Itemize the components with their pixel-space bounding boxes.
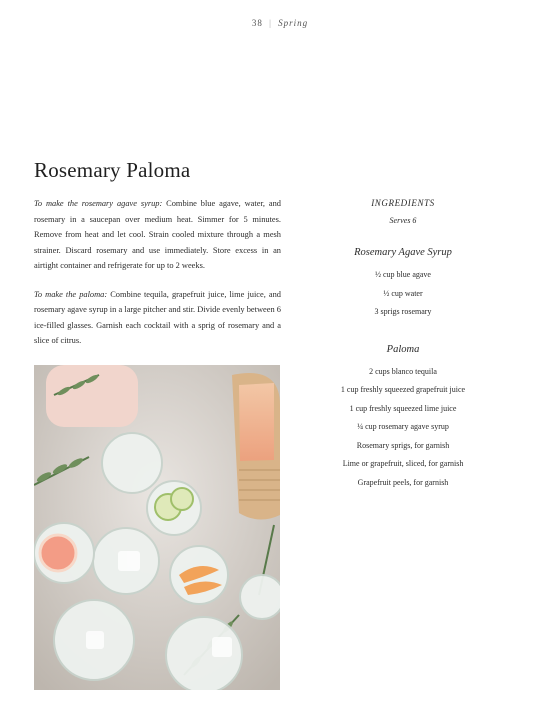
method-paragraph bbox=[34, 287, 281, 349]
page-number: 38 bbox=[251, 18, 263, 28]
ingredient-section-title: Rosemary Agave Syrup bbox=[354, 247, 452, 258]
method-paragraph bbox=[34, 196, 281, 274]
cocktail-photo-illustration bbox=[34, 365, 280, 690]
method-lead: To make the paloma: bbox=[34, 289, 108, 299]
ingredient-list bbox=[320, 363, 486, 493]
ingredient-item: 1 cup freshly squeezed lime juice bbox=[349, 403, 457, 413]
section-name: Spring bbox=[278, 18, 309, 28]
ingredient-item: 2 cups blanco tequila bbox=[369, 366, 437, 376]
ingredient-item: 1 cup freshly squeezed grapefruit juice bbox=[340, 385, 466, 394]
running-header bbox=[0, 18, 560, 28]
method-lead: To make the rosemary agave syrup: bbox=[34, 199, 163, 208]
ingredient-item: Rosemary sprigs, for garnish bbox=[356, 440, 450, 450]
recipe-title: Rosemary Paloma bbox=[34, 158, 191, 182]
ingredient-item: ¼ cup rosemary agave syrup bbox=[357, 422, 449, 431]
ingredients-heading: INGREDIENTS bbox=[371, 198, 435, 208]
ingredient-item: Grapefruit peels, for garnish bbox=[357, 477, 449, 487]
cocktail-photo bbox=[34, 365, 280, 690]
method-text bbox=[34, 196, 281, 362]
ingredient-item: ½ cup blue agave bbox=[375, 270, 431, 279]
ingredient-list bbox=[320, 266, 486, 322]
serves-label: Serves 6 bbox=[389, 216, 417, 225]
header-separator: | bbox=[269, 18, 272, 28]
method-body: Combine tequila, grapefruit juice, lime juice, and rosemary agave syrup in a large pitcher and stir. Divide evenly between 6 ice-filled glasses. Garnish each cocktail with a sprig of rosemary and a slice of citrus. bbox=[34, 289, 281, 345]
method-body: Combine blue agave, water, and rosemary in a saucepan over medium heat. Simmer for 5 minutes. Remove from heat and let cool. Strain cooled mixture through a mesh strainer. Discard rosemary and use immediately. Store excess in an airtight container and refrigerate for up to 2 weeks. bbox=[34, 199, 281, 270]
ingredient-section-title: Paloma bbox=[386, 343, 420, 355]
ingredient-item: 3 sprigs rosemary bbox=[374, 307, 432, 316]
ingredients-column bbox=[320, 196, 486, 492]
ingredient-item: ½ cup water bbox=[383, 288, 423, 298]
ingredient-item: Lime or grapefruit, sliced, for garnish bbox=[342, 459, 464, 468]
